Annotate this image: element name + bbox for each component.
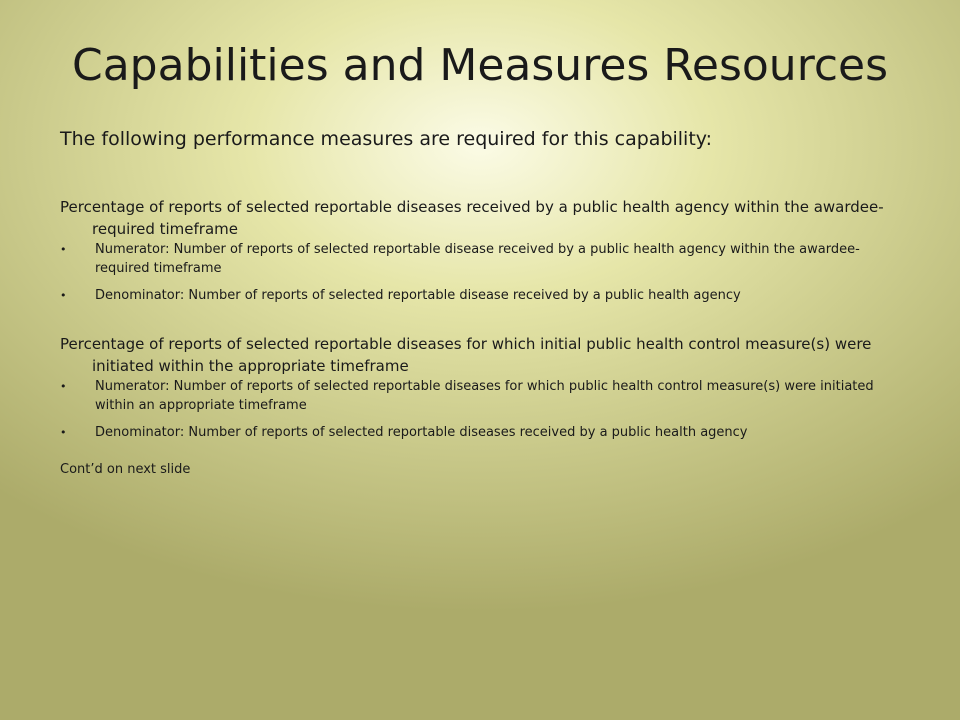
bullet-icon: • xyxy=(60,380,67,393)
measure-1-points xyxy=(60,240,900,305)
list-item xyxy=(60,286,900,305)
list-item xyxy=(60,377,900,415)
denominator-text: Denominator: Number of reports of selected reportable disease received by a public health agency xyxy=(95,288,741,303)
intro-text: The following performance measures are required for this capability: xyxy=(60,128,713,150)
slide-title: Capabilities and Measures Resources xyxy=(71,40,889,91)
list-item xyxy=(60,423,900,442)
slide-content xyxy=(60,196,900,479)
numerator-text: Numerator: Number of reports of selected reportable diseases for which public health control measure(s) were initiated within an appropriate timeframe xyxy=(95,379,874,413)
bullet-icon: • xyxy=(60,243,67,256)
spacer xyxy=(60,313,900,333)
measure-heading-1: Percentage of reports of selected reportable diseases received by a public health agency within the awardee-required timeframe xyxy=(60,198,884,238)
denominator-text: Denominator: Number of reports of selected reportable diseases received by a public health agency xyxy=(95,425,748,440)
numerator-text: Numerator: Number of reports of selected reportable disease received by a public health agency within the awardee-required timeframe xyxy=(95,242,860,276)
bullet-icon: • xyxy=(60,426,67,439)
continued-note: Cont’d on next slide xyxy=(60,462,191,477)
bullet-icon: • xyxy=(60,289,67,302)
measure-heading-2: Percentage of reports of selected reportable diseases for which initial public health control measure(s) were initiated within the appropriate timeframe xyxy=(60,335,872,375)
list-item xyxy=(60,240,900,278)
measure-2-points xyxy=(60,377,900,442)
